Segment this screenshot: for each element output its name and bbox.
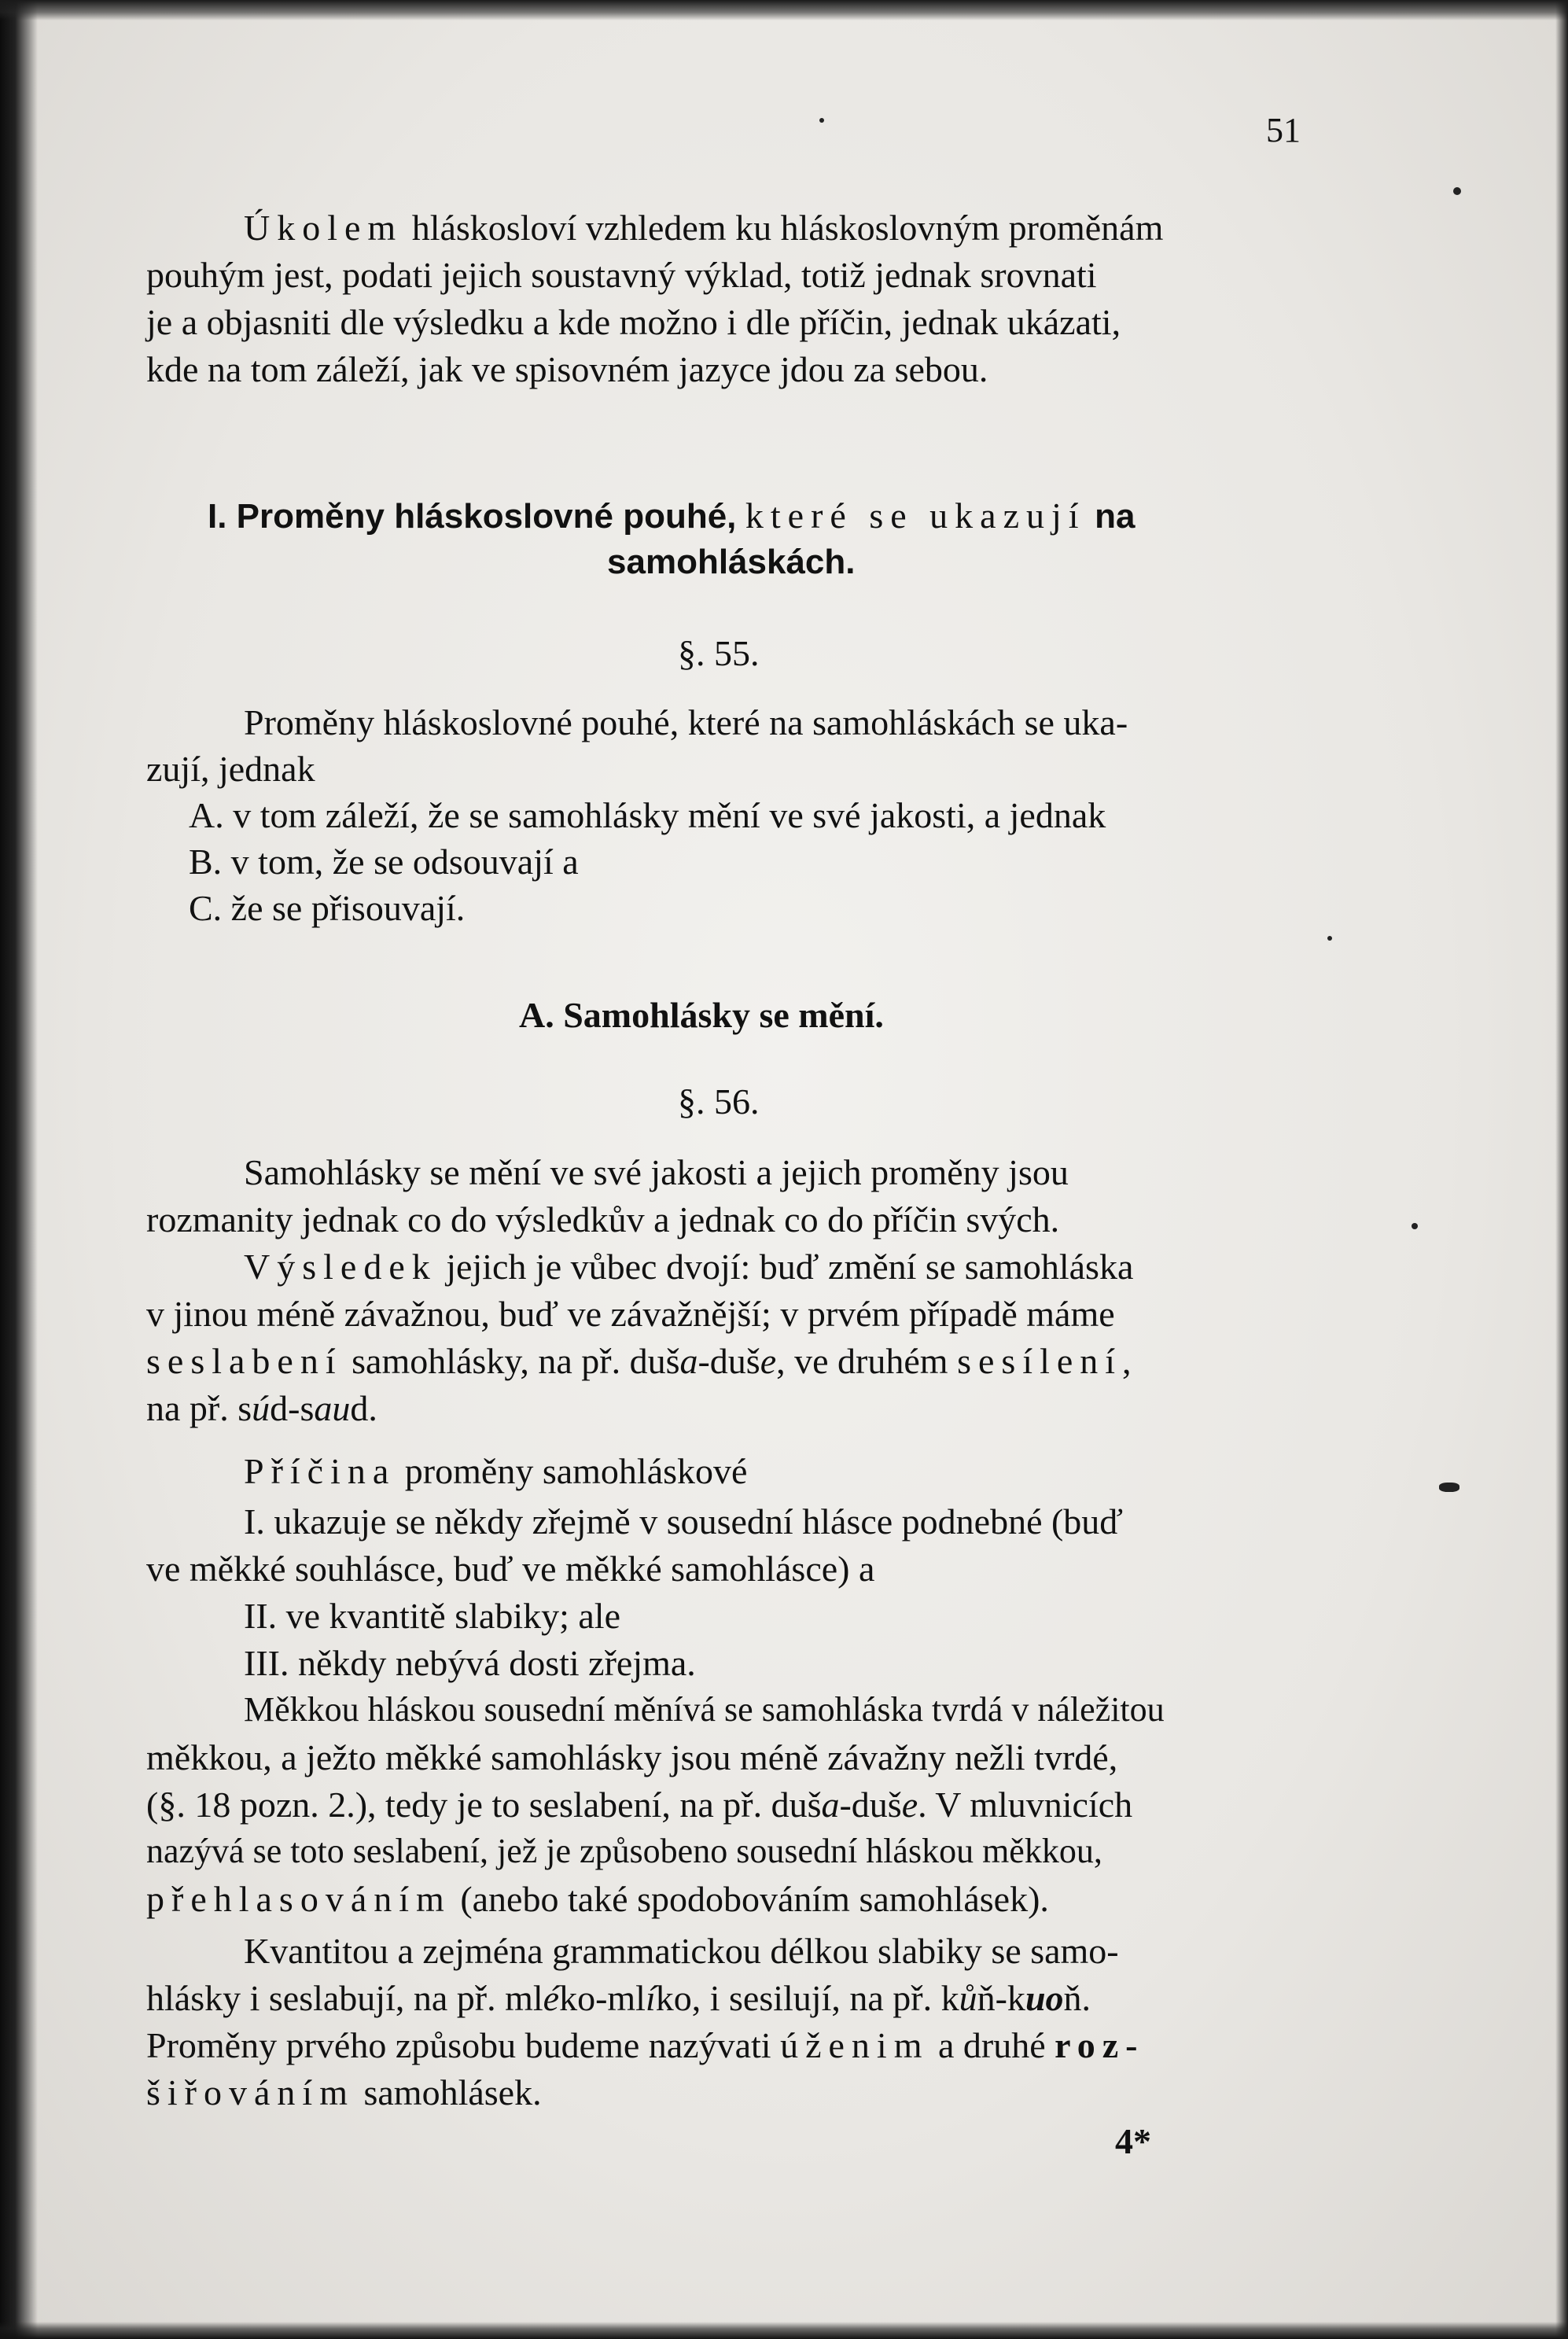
text-span: ko-ml — [559, 1978, 646, 2018]
para56-line-5 — [146, 1343, 1139, 1379]
italic-letter: í — [645, 1978, 656, 2018]
para56-line-16 — [146, 1881, 1049, 1917]
text-span: hlásky i seslabují, na př. ml — [146, 1978, 543, 2018]
para56-line-6 — [146, 1388, 377, 1428]
heading-spaced-part: které se ukazují — [745, 495, 1086, 536]
para56-line-15: nazývá se toto seslabení, jež je způsobeno sousední hláskou měkkou, — [146, 1832, 1102, 1870]
intro-line-4: kde na tom záleží, jak ve spisovném jazyce jdou za sebou. — [146, 349, 988, 389]
para56-line-19 — [146, 2025, 1145, 2065]
scan-edge-bottom — [0, 2322, 1568, 2339]
para56-line-9: ve měkké souhlásce, buď ve měkké samohlásce) a — [146, 1549, 875, 1589]
paragraph-number-56: §. 56. — [678, 1081, 760, 1122]
para56-line-1: Samohlásky se mění ve své jakosti a jejich proměny jsou — [244, 1152, 1069, 1192]
text-span: -duš — [698, 1341, 760, 1381]
section-heading — [208, 495, 1136, 536]
italic-letter: é — [543, 1978, 560, 2018]
scan-speck — [1412, 1223, 1418, 1229]
intro-line-2: pouhým jest, podati jejich soustavný výklad, totiž jednak srovnati — [146, 255, 1097, 295]
text-span: (anebo také spodobováním samohlásek). — [460, 1879, 1049, 1919]
para55-line-2: zují, jednak — [146, 749, 315, 789]
scan-speck — [1327, 936, 1332, 941]
para56-line-13: měkkou, a ježto měkké samohlásky jsou méně závažny nežli tvrdé, — [146, 1737, 1118, 1777]
para55-item-b: B. v tom, že se odsouvají a — [189, 842, 579, 882]
spaced-term: sesílení, — [957, 1341, 1139, 1381]
text-span: d. — [350, 1388, 377, 1428]
para56-line-17: Kvantitou a zejména grammatickou délkou slabiky se samo- — [244, 1931, 1119, 1971]
text-span: samohlásky, na př. duš — [352, 1341, 680, 1381]
spaced-term: roz- — [1055, 2025, 1145, 2065]
intro-line-1 — [244, 210, 1163, 246]
text-span: (§. 18 pozn. 2.), tedy je to seslabení, na př. duš — [146, 1785, 822, 1825]
spaced-term: šiřováním — [146, 2072, 355, 2112]
text-span: samohlásek. — [363, 2072, 542, 2112]
text-span: -duš — [839, 1785, 902, 1825]
heading-bold-part: I. Proměny hláskoslovné pouhé, — [208, 497, 737, 536]
text-span: d-s — [270, 1388, 315, 1428]
para56-line-3 — [244, 1249, 1133, 1285]
text-span: . V mluvnicích — [918, 1785, 1133, 1825]
intro-line-3: je a objasniti dle výsledku a kde možno i dle příčin, jednak ukázati, — [146, 302, 1121, 342]
text-span: , ve druhém — [776, 1341, 948, 1381]
italic-letter: a — [821, 1785, 840, 1825]
text-span: a druhé — [937, 2025, 1046, 2065]
scan-speck — [819, 118, 824, 123]
subheading-a: A. Samohlásky se mění. — [519, 995, 884, 1035]
spaced-term: Výsledek — [244, 1247, 437, 1287]
text-span: jejich je vůbec dvojí: buď změní se samohláska — [446, 1247, 1134, 1287]
scan-speck — [1439, 1483, 1459, 1492]
para56-line-7 — [244, 1453, 747, 1490]
para55-item-c: C. že se přisouvají. — [189, 888, 466, 928]
spaced-term: Úkolem — [244, 208, 403, 248]
scan-edge-left — [0, 0, 38, 2339]
italic-letter: e — [760, 1341, 777, 1381]
italic-letter: e — [901, 1785, 918, 1825]
scan-edge-top — [0, 0, 1568, 20]
scan-speck — [1453, 187, 1461, 195]
para56-line-2: rozmanity jednak co do výsledkův a jednak co do příčin svých. — [146, 1199, 1060, 1239]
spaced-term: úženim — [780, 2025, 929, 2065]
para55-item-a: A. v tom záleží, že se samohlásky mění ve své jakosti, a jednak — [189, 795, 1106, 835]
scan-edge-right — [1555, 0, 1568, 2339]
page-number: 51 — [1266, 111, 1301, 149]
text-span: proměny samohláskové — [404, 1451, 748, 1491]
para56-line-10: II. ve kvantitě slabiky; ale — [244, 1596, 621, 1636]
section-heading-line-2: samohláskách. — [607, 543, 856, 581]
text-span: ko, i sesilují, na př. k — [655, 1978, 959, 2018]
paragraph-number-55: §. 55. — [678, 633, 760, 673]
signature-mark: 4* — [1115, 2121, 1151, 2161]
italic-letter: au — [314, 1388, 351, 1428]
spaced-term: přehlasováním — [146, 1879, 451, 1919]
italic-letter: ů — [959, 1978, 977, 2018]
spaced-term: seslabení — [146, 1341, 343, 1381]
text-span: hláskosloví vzhledem ku hláskoslovným proměnám — [411, 208, 1164, 248]
text-span: ň. — [1063, 1978, 1091, 2018]
text-span: Proměny prvého způsobu budeme nazývati — [146, 2025, 771, 2065]
para55-line-1: Proměny hláskoslovné pouhé, které na samohláskách se uka- — [244, 702, 1128, 742]
para56-line-14 — [146, 1787, 1132, 1823]
italic-letter: a — [679, 1341, 698, 1381]
text-span: na př. s — [146, 1388, 252, 1428]
para56-line-20 — [146, 2072, 542, 2112]
para56-line-8: I. ukazuje se někdy zřejmě v sousední hlásce podnebné (buď — [244, 1501, 1124, 1542]
para56-line-18 — [146, 1980, 1091, 2017]
heading-bold-part: na — [1095, 497, 1136, 536]
spaced-term: Příčina — [244, 1451, 396, 1491]
text-span: ň-k — [977, 1978, 1025, 2018]
para56-line-4: v jinou méně závažnou, buď ve závažnější; v prvém případě máme — [146, 1294, 1115, 1334]
italic-letter: ú — [252, 1388, 271, 1428]
italic-letter: uo — [1025, 1978, 1064, 2018]
para56-line-12: Měkkou hláskou sousední měnívá se samohláska tvrdá v náležitou — [244, 1690, 1165, 1729]
para56-line-11: III. někdy nebývá dosti zřejma. — [244, 1643, 696, 1683]
